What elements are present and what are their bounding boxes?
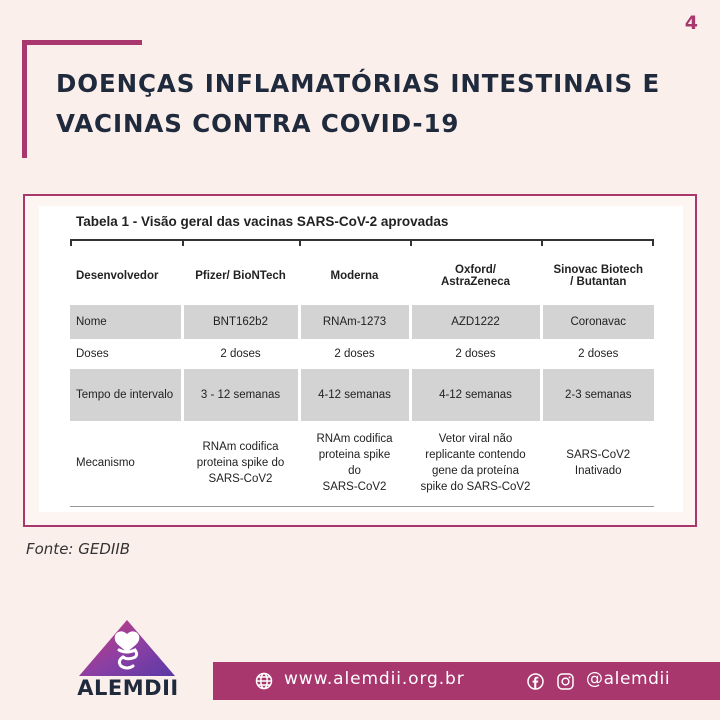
column-header: Sinovac Biotech / Butantan (541, 247, 654, 305)
vaccines-table (70, 247, 654, 505)
website-link[interactable]: www.alemdii.org.br (284, 669, 465, 689)
table-cell: 2-3 semanas (541, 369, 654, 421)
column-tick (652, 239, 654, 246)
column-tick (70, 239, 72, 246)
row-doses (70, 339, 654, 369)
table-cell: 2 doses (410, 339, 541, 369)
table-cell: 4-12 semanas (299, 369, 410, 421)
row-tempo-intervalo (70, 369, 654, 421)
column-tick (541, 239, 543, 246)
column-tick (410, 239, 412, 246)
social-handle[interactable]: @alemdii (586, 669, 671, 689)
instagram-icon[interactable] (557, 673, 574, 690)
table-cell: Vetor viral não replicante contendo gene da proteína spike do SARS-CoV2 (410, 421, 541, 505)
table-caption: Tabela 1 - Visão geral das vacinas SARS-CoV-2 aprovadas (76, 214, 449, 229)
page-title-line-1: DOENÇAS INFLAMATÓRIAS INTESTINAIS E (56, 69, 661, 98)
facebook-icon[interactable] (527, 673, 544, 690)
column-tick (182, 239, 184, 246)
page-number: 4 (684, 12, 698, 34)
column-header: Pfizer/ BioNTech (182, 247, 299, 305)
table-cell: RNAm codifica proteina spike do SARS-CoV2 (182, 421, 299, 505)
table-bottom-rule (70, 506, 654, 507)
table-cell: Coronavac (541, 305, 654, 339)
table-header-row (70, 247, 654, 305)
table-cell: RNAm codifica proteina spike do SARS-CoV2 (299, 421, 410, 505)
table-cell: 2 doses (299, 339, 410, 369)
globe-icon (255, 672, 273, 690)
table-top-rule (70, 239, 654, 241)
row-label: Doses (76, 348, 109, 360)
row-label: Tempo de intervalo (70, 369, 182, 421)
row-nome (70, 305, 654, 339)
page-title (56, 64, 696, 144)
table-cell: 4-12 semanas (410, 369, 541, 421)
column-header: Moderna (299, 247, 410, 305)
vaccines-table-body (70, 247, 654, 505)
row-mecanismo (70, 421, 654, 505)
table-cell: SARS-CoV2 Inativado (541, 421, 654, 505)
table-cell: BNT162b2 (182, 305, 299, 339)
page-title-line-2: VACINAS CONTRA COVID-19 (56, 109, 460, 138)
table-cell: 2 doses (182, 339, 299, 369)
table-cell: 3 - 12 semanas (182, 369, 299, 421)
logo-wordmark: ALEMDII (77, 676, 179, 700)
row-label: Nome (70, 305, 182, 339)
source-note: Fonte: GEDIIB (26, 540, 131, 558)
column-header: Desenvolvedor (76, 270, 159, 282)
row-label: Mecanismo (76, 457, 135, 469)
column-tick (299, 239, 301, 246)
column-header: Oxford/ AstraZeneca (410, 247, 541, 305)
table-cell: 2 doses (541, 339, 654, 369)
table-cell: AZD1222 (410, 305, 541, 339)
table-cell: RNAm-1273 (299, 305, 410, 339)
